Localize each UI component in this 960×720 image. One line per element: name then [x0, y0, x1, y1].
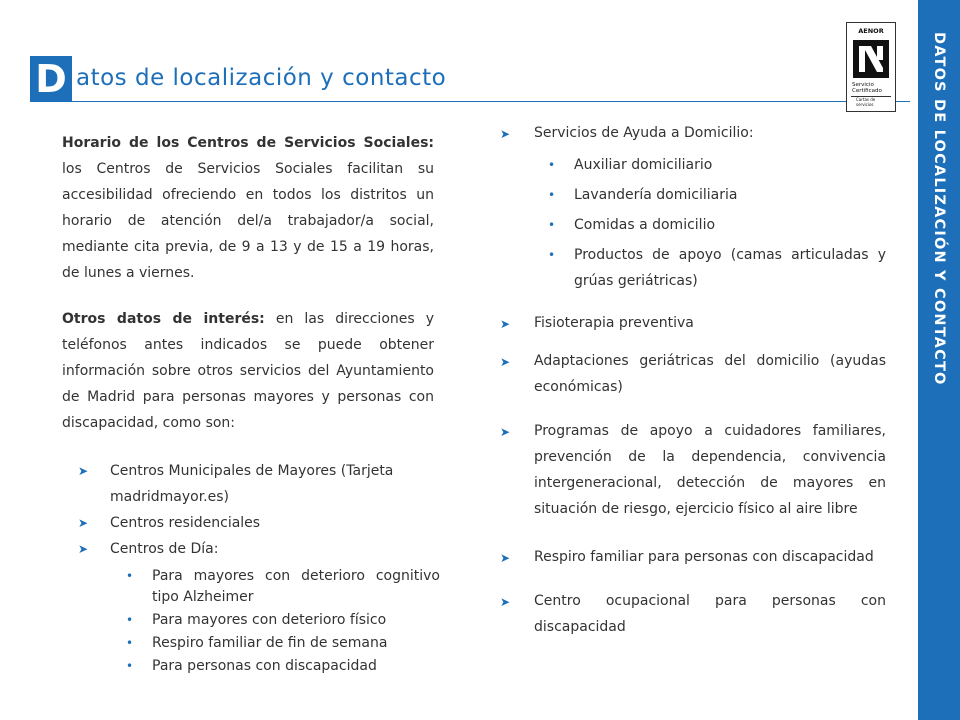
side-band [918, 0, 960, 720]
right-column [500, 120, 886, 640]
other-info-text: en las direcciones y teléfonos antes indicados se puede obtener información sobre otros servicios del Ayuntamiento de Madrid para personas mayores y personas con discapacidad, como son: [62, 311, 435, 431]
arrow-bullet-icon: ➤ [500, 317, 511, 331]
left-services-list [78, 458, 440, 679]
seal-line-2: Certificado [852, 88, 882, 94]
list-item-label: Para mayores con deterioro cognitivo tipo Alzheimer [152, 568, 440, 605]
list-item-label: Programas de apoyo a cuidadores familiares, prevención de la dependencia, convivencia intergeneracional, detección de mayores en situación de riesgo, ejercicio físico al aire libre [534, 423, 886, 517]
list-item-label: Centros residenciales [110, 515, 261, 531]
list-item [78, 458, 440, 510]
day-centers-sublist [78, 566, 440, 677]
aenor-logo-icon [851, 38, 891, 80]
arrow-bullet-icon: ➤ [500, 425, 511, 439]
arrow-bullet-icon: ➤ [78, 464, 89, 478]
list-item [500, 348, 886, 400]
seal-line-1: Servicio [852, 82, 874, 88]
list-item [500, 588, 886, 640]
list-item [126, 566, 440, 608]
title-text: atos de localización y contacto [76, 65, 447, 91]
arrow-bullet-icon: ➤ [78, 516, 89, 530]
dot-bullet-icon: • [126, 613, 134, 627]
list-item-label: Auxiliar domiciliario [574, 157, 713, 173]
spacer [500, 336, 886, 348]
list-item-label: Centro ocupacional para personas con discapacidad [534, 593, 886, 635]
list-item [500, 544, 886, 570]
schedule-text: los Centros de Servicios Sociales facilitan su accesibilidad ofreciendo en todos los distritos un horario de atención del/a trabajador/a social, mediante cita previa, de 9 a 13 y de 15 a 19 horas, de lunes a viernes. [62, 161, 434, 281]
list-item-label: Adaptaciones geriátricas del domicilio (ayudas económicas) [534, 353, 886, 395]
arrow-bullet-icon: ➤ [500, 355, 511, 369]
dot-bullet-icon: • [548, 188, 556, 202]
list-item-label: Lavandería domiciliaria [574, 187, 738, 203]
list-item [126, 656, 440, 677]
list-item [548, 242, 886, 294]
other-info-heading: Otros datos de interés: [62, 311, 265, 327]
dot-bullet-icon: • [548, 158, 556, 172]
title-divider [30, 101, 910, 102]
list-item-label: Respiro familiar de fin de semana [152, 635, 388, 651]
spacer [500, 522, 886, 544]
list-item [500, 310, 886, 336]
spacer [500, 570, 886, 588]
arrow-bullet-icon: ➤ [500, 551, 511, 565]
list-item [126, 633, 440, 654]
arrow-bullet-icon: ➤ [500, 127, 511, 141]
list-item-label: Centros de Día: [110, 541, 219, 557]
list-item [126, 610, 440, 631]
spacer [500, 400, 886, 418]
list-item-label: Respiro familiar para personas con discapacidad [534, 549, 874, 565]
schedule-heading: Horario de los Centros de Servicios Sociales: [62, 135, 434, 151]
list-item [78, 536, 440, 562]
schedule-paragraph [62, 130, 434, 286]
list-item [78, 510, 440, 536]
arrow-bullet-icon: ➤ [500, 595, 511, 609]
list-item-label: Productos de apoyo (camas articuladas y grúas geriátricas) [574, 247, 886, 289]
dot-bullet-icon: • [126, 636, 134, 650]
dot-bullet-icon: • [548, 218, 556, 232]
other-info-paragraph [62, 306, 434, 436]
dot-bullet-icon: • [548, 248, 556, 262]
list-item-label: Centros Municipales de Mayores (Tarjeta madridmayor.es) [110, 463, 394, 505]
list-item [548, 182, 886, 208]
left-column [62, 130, 434, 436]
home-help-sublist [500, 152, 886, 294]
arrow-bullet-icon: ➤ [78, 542, 89, 556]
seal-footer: Cartas de servicios [851, 96, 891, 107]
side-band-title: DATOS DE LOCALIZACIÓN Y CONTACTO [931, 32, 947, 386]
seal-brand: AENOR [858, 27, 884, 35]
dot-bullet-icon: • [126, 569, 134, 583]
list-item-label: Servicios de Ayuda a Domicilio: [534, 125, 754, 141]
aenor-seal [846, 22, 896, 112]
spacer [500, 298, 886, 310]
list-item-label: Comidas a domicilio [574, 217, 716, 233]
list-item [548, 212, 886, 238]
list-item-label: Fisioterapia preventiva [534, 315, 694, 331]
list-item-label: Para personas con discapacidad [152, 658, 377, 674]
list-item-label: Para mayores con deterioro físico [152, 612, 387, 628]
list-item [500, 120, 886, 146]
list-item [548, 152, 886, 178]
dot-bullet-icon: • [126, 659, 134, 673]
title-initial: D [30, 56, 72, 102]
page-title [30, 56, 910, 102]
list-item [500, 418, 886, 522]
